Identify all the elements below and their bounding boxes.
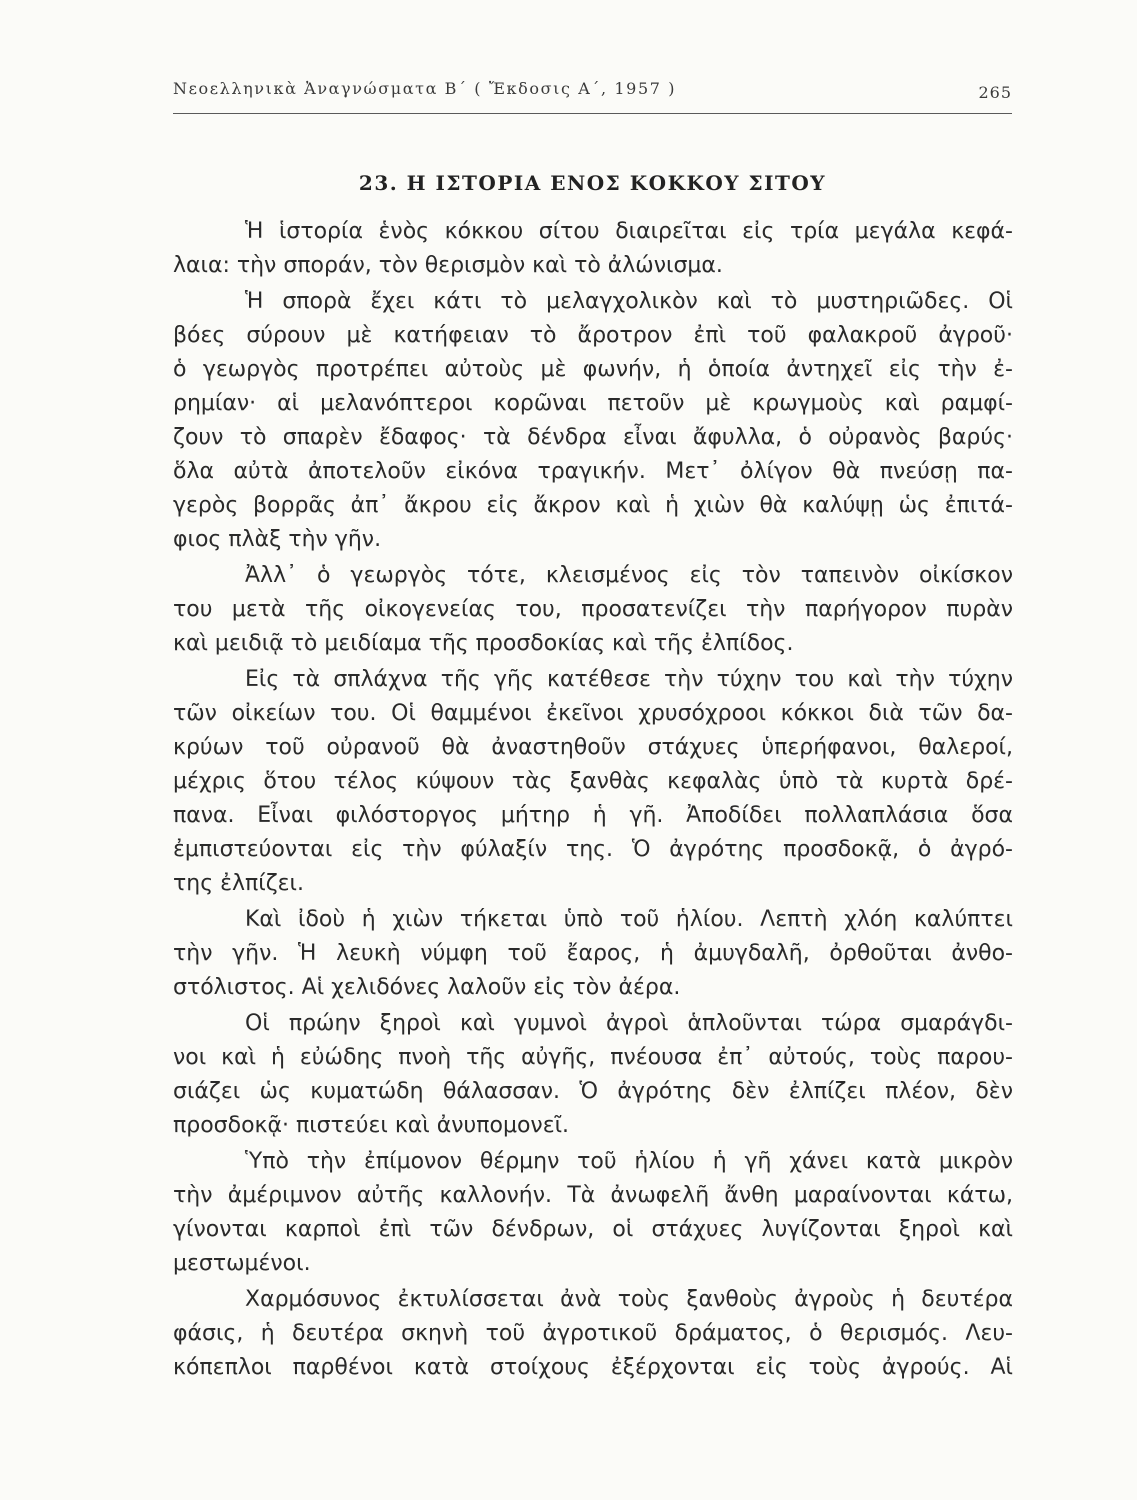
text-line: προσδοκᾷ· πιστεύει καὶ ἀνυπομονεῖ. bbox=[173, 1113, 570, 1138]
paragraph bbox=[173, 559, 1013, 661]
text-line: Καὶ ἰδοὺ ἡ χιὼν τήκεται ὑπὸ τοῦ ἡλίου. Λεπτὴ χλόη καλύπτει bbox=[245, 907, 1013, 932]
paragraph bbox=[173, 1145, 1013, 1281]
text-line: Οἱ πρώην ξηροὶ καὶ γυμνοὶ ἀγροὶ ἁπλοῦνται τώρα σμαράγδι- bbox=[245, 1011, 1013, 1036]
text-line: της ἐλπίζει. bbox=[173, 871, 304, 896]
text-line: κόπεπλοι παρθένοι κατὰ στοίχους ἐξέρχονται εἰς τοὺς ἀγρούς. Αἱ bbox=[173, 1355, 1013, 1380]
header-rule bbox=[173, 113, 1012, 114]
text-line: πανα. Εἶναι φιλόστοργος μήτηρ ἡ γῆ. Ἀποδίδει πολλαπλάσια ὅσα bbox=[173, 803, 1013, 828]
text-line: φάσις, ἡ δευτέρα σκηνὴ τοῦ ἀγροτικοῦ δράματος, ὁ θερισμός. Λευ- bbox=[173, 1321, 1013, 1346]
text-line: καὶ μειδιᾷ τὸ μειδίαμα τῆς προσδοκίας καὶ τῆς ἐλπίδος. bbox=[173, 631, 794, 656]
text-line: μεστωμένοι. bbox=[173, 1251, 311, 1276]
text-line: ζουν τὸ σπαρὲν ἔδαφος· τὰ δένδρα εἶναι ἄφυλλα, ὁ οὐρανὸς βαρύς· bbox=[173, 425, 1013, 450]
body-text bbox=[173, 215, 1013, 1385]
text-line: Χαρμόσυνος ἐκτυλίσσεται ἀνὰ τοὺς ξανθοὺς ἀγροὺς ἡ δευτέρα bbox=[245, 1287, 1013, 1312]
paragraph bbox=[173, 1283, 1013, 1385]
paragraph bbox=[173, 215, 1013, 283]
text-line: Εἰς τὰ σπλάχνα τῆς γῆς κατέθεσε τὴν τύχην του καὶ τὴν τύχην bbox=[245, 667, 1013, 692]
text-line: τὴν ἀμέριμνον αὐτῆς καλλονήν. Τὰ ἀνωφελῆ ἄνθη μαραίνονται κάτω, bbox=[173, 1183, 1013, 1208]
text-line: ὅλα αὐτὰ ἀποτελοῦν εἰκόνα τραγικήν. Μετ᾽ ὀλίγον θὰ πνεύσῃ πα- bbox=[173, 459, 1013, 484]
text-line: γερὸς βορρᾶς ἀπ᾽ ἄκρου εἰς ἄκρον καὶ ἡ χιὼν θὰ καλύψῃ ὡς ἐπιτά- bbox=[173, 493, 1013, 518]
running-head bbox=[173, 76, 1012, 102]
text-line: ἐμπιστεύονται εἰς τὴν φύλαξίν της. Ὁ ἀγρότης προσδοκᾷ, ὁ ἀγρό- bbox=[173, 837, 1013, 862]
text-line: μέχρις ὅτου τέλος κύψουν τὰς ξανθὰς κεφαλὰς ὑπὸ τὰ κυρτὰ δρέ- bbox=[173, 769, 1013, 794]
text-line: ρημίαν· αἱ μελανόπτεροι κορῶναι πετοῦν μὲ κρωγμοὺς καὶ ραμφί- bbox=[173, 391, 1013, 416]
text-line: ὁ γεωργὸς προτρέπει αὐτοὺς μὲ φωνήν, ἡ ὁποία ἀντηχεῖ εἰς τὴν ἐ- bbox=[173, 357, 1013, 382]
text-line: φιος πλὰξ τὴν γῆν. bbox=[173, 527, 382, 552]
text-line: Ἀλλ᾽ ὁ γεωργὸς τότε, κλεισμένος εἰς τὸν ταπεινὸν οἰκίσκον bbox=[245, 563, 1013, 588]
paragraph bbox=[173, 285, 1013, 557]
paragraph bbox=[173, 663, 1013, 901]
chapter-title: 23. Η ΙΣΤΟΡΙΑ ΕΝΟΣ ΚΟΚΚΟΥ ΣΙΤΟΥ bbox=[358, 171, 827, 195]
text-line: στόλιστος. Αἱ χελιδόνες λαλοῦν εἰς τὸν ἀέρα. bbox=[173, 975, 681, 1000]
text-line: νοι καὶ ἡ εὐώδης πνοὴ τῆς αὐγῆς, πνέουσα ἐπ᾽ αὐτούς, τοὺς παρου- bbox=[173, 1045, 1013, 1070]
paragraph bbox=[173, 1007, 1013, 1143]
text-line: Ἡ ἱστορία ἑνὸς κόκκου σίτου διαιρεῖται εἰς τρία μεγάλα κεφά- bbox=[245, 219, 1013, 244]
text-line: Ὑπὸ τὴν ἐπίμονον θέρμην τοῦ ἡλίου ἡ γῆ χάνει κατὰ μικρὸν bbox=[245, 1149, 1013, 1174]
text-line: τῶν οἰκείων του. Οἱ θαμμένοι ἐκεῖνοι χρυσόχροοι κόκκοι διὰ τῶν δα- bbox=[173, 701, 1013, 726]
text-line: σιάζει ὡς κυματώδη θάλασσαν. Ὁ ἀγρότης δὲν ἐλπίζει πλέον, δὲν bbox=[173, 1079, 1013, 1104]
text-line: του μετὰ τῆς οἰκογενείας του, προσατενίζει τὴν παρήγορον πυρὰν bbox=[173, 597, 1013, 622]
text-line: κρύων τοῦ οὐρανοῦ θὰ ἀναστηθοῦν στάχυες ὑπερήφανοι, θαλεροί, bbox=[173, 735, 1013, 760]
paragraph bbox=[173, 903, 1013, 1005]
page-number: 265 bbox=[978, 83, 1012, 102]
running-head-title: Νεοελληνικὰ Ἀναγνώσματα Β΄ ( Ἔκδοσις Α΄, 1957 ) bbox=[173, 79, 677, 98]
text-line: γίνονται καρποὶ ἐπὶ τῶν δένδρων, οἱ στάχυες λυγίζονται ξηροὶ καὶ bbox=[173, 1217, 1013, 1242]
text-line: βόες σύρουν μὲ κατήφειαν τὸ ἄροτρον ἐπὶ τοῦ φαλακροῦ ἀγροῦ· bbox=[173, 323, 1013, 348]
text-line: τὴν γῆν. Ἡ λευκὴ νύμφη τοῦ ἔαρος, ἡ ἀμυγδαλῆ, ὀρθοῦται ἀνθο- bbox=[173, 941, 1013, 966]
text-line: Ἡ σπορὰ ἔχει κάτι τὸ μελαγχολικὸν καὶ τὸ μυστηριῶδες. Οἱ bbox=[245, 289, 1013, 314]
text-line: λαια: τὴν σποράν, τὸν θερισμὸν καὶ τὸ ἀλώνισμα. bbox=[173, 253, 723, 278]
